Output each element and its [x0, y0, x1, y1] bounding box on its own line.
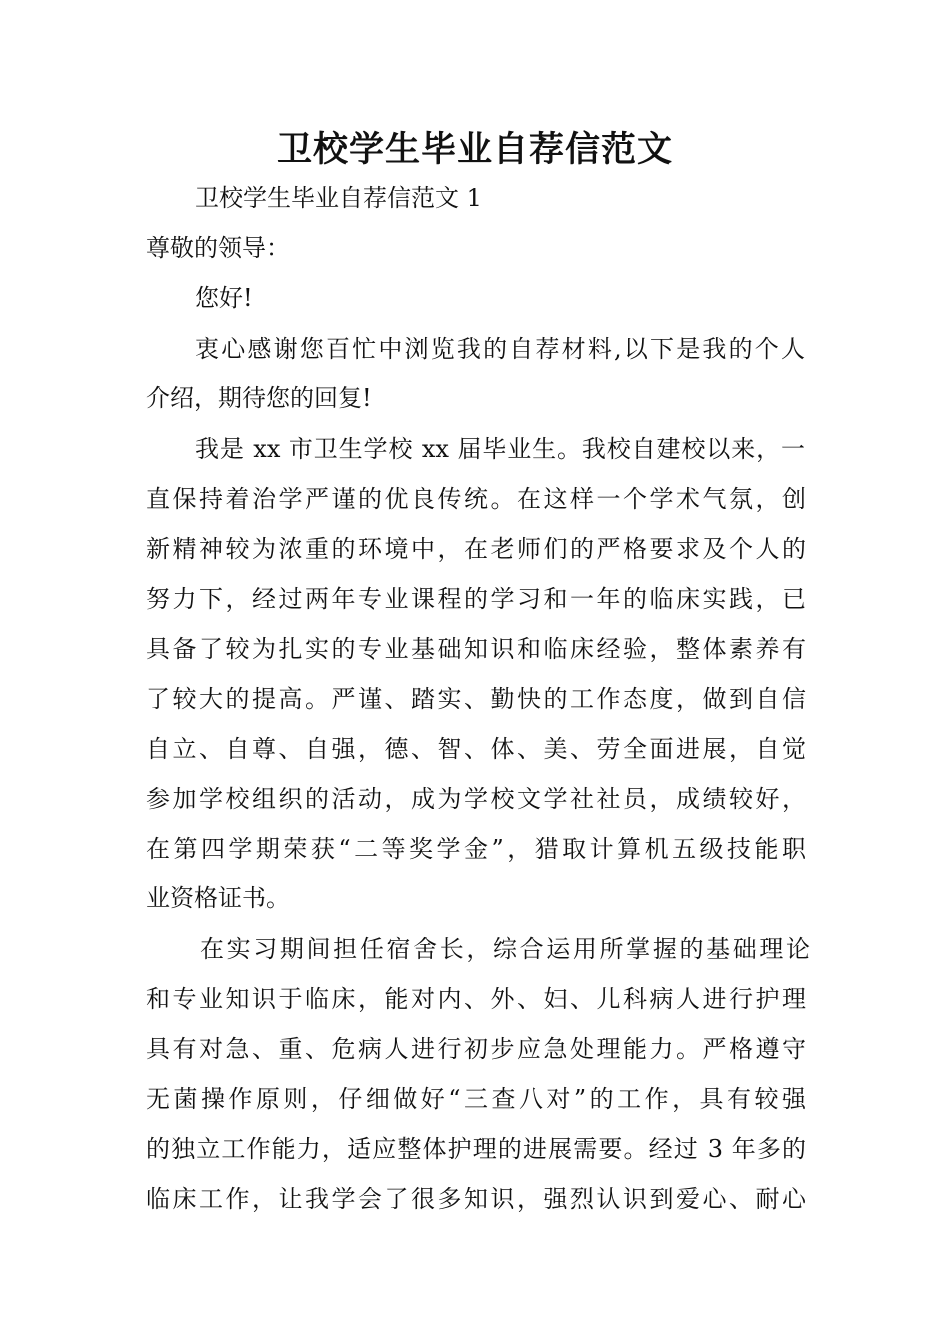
- paragraph-line: 临床工作，让我学会了很多知识，强烈认识到爱心、耐心: [146, 1185, 806, 1213]
- paragraph-line: 新精神较为浓重的环境中，在老师们的严格要求及个人的: [146, 535, 806, 563]
- paragraph-line: 直保持着治学严谨的优良传统。在这样一个学术气氛，创: [146, 485, 806, 513]
- paragraph-line: 的独立工作能力，适应整体护理的进展需要。经过 3 年多的: [146, 1135, 806, 1163]
- paragraph-line: 和专业知识于临床，能对内、外、妇、儿科病人进行护理: [146, 985, 806, 1013]
- paragraph-line: 在实习期间担任宿舍长，综合运用所掌握的基础理论: [200, 935, 810, 963]
- paragraph-line: 无菌操作原则，仔细做好“三查八对”的工作，具有较强: [146, 1085, 806, 1113]
- paragraph-line: 了较大的提高。严谨、踏实、勤快的工作态度，做到自信: [146, 685, 806, 713]
- document-title: 卫校学生毕业自荐信范文: [276, 130, 673, 170]
- paragraph-line: 衷心感谢您百忙中浏览我的自荐材料,以下是我的个人: [195, 335, 805, 363]
- paragraph-line: 自立、自尊、自强，德、智、体、美、劳全面进展，自觉: [146, 735, 806, 763]
- paragraph-line: 业资格证书。: [146, 884, 290, 912]
- paragraph-line: 具有对急、重、危病人进行初步应急处理能力。严格遵守: [146, 1035, 806, 1063]
- paragraph-line: 在第四学期荣获“二等奖学金”，猎取计算机五级技能职: [146, 835, 806, 863]
- paragraph-line: 参加学校组织的活动，成为学校文学社社员，成绩较好，: [146, 785, 806, 813]
- salutation: 尊敬的领导：: [146, 234, 290, 262]
- greeting: 您好!: [195, 284, 253, 312]
- paragraph-line: 具备了较为扎实的专业基础知识和临床经验，整体素养有: [146, 635, 806, 663]
- paragraph-line: 努力下，经过两年专业课程的学习和一年的临床实践，已: [146, 585, 806, 613]
- document-subtitle: 卫校学生毕业自荐信范文 1: [195, 184, 482, 212]
- paragraph-line: 介绍，期待您的回复!: [146, 384, 372, 412]
- paragraph-line: 我是 xx 市卫生学校 xx 届毕业生。我校自建校以来，一: [195, 435, 805, 463]
